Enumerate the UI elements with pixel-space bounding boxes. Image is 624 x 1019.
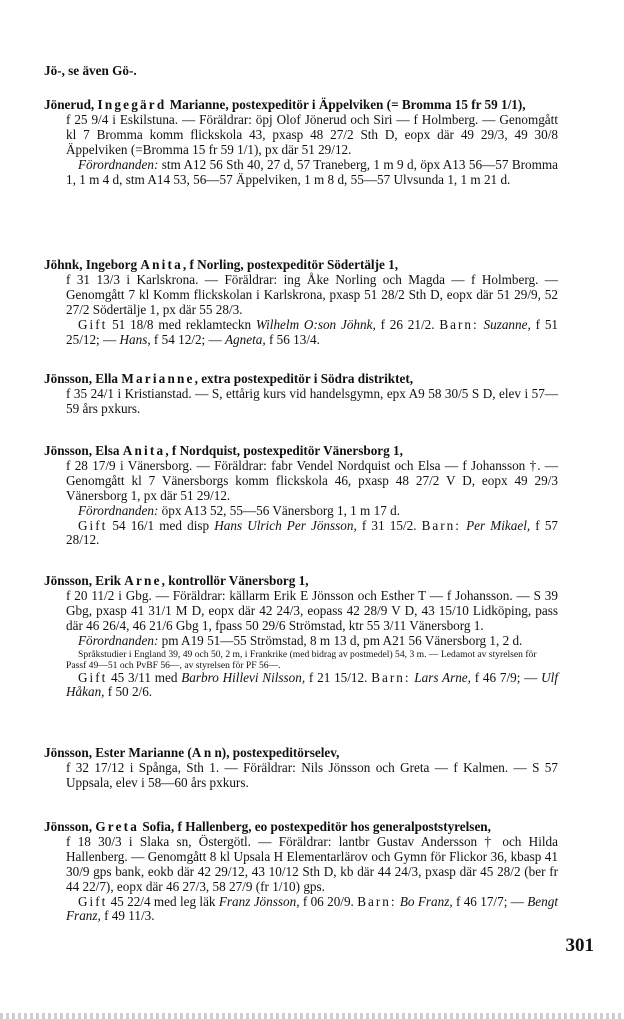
entry-note: Språkstudier i England 39, 49 och 50, 2 m, i Frankrike (med bidrag av postmedel) 54, 3 m. — Ledamot av styrelsen för Passf 49—51 och PvBF 56—, av styrelsen för PF 56—. [66, 648, 537, 671]
entry-body: f 25 9/4 i Eskilstuna. — Föräldrar: öpj Olof Jönerud och Siri — f Holmberg. — Genomgått kl 7 Bromma komm flickskola 43, pxasp 48 27/2 Sth D, eopx där 49 29/3, 49 30/8 Äppelviken (=Bromma 15 fr 59 1/1), px där 51 29/12. [66, 111, 558, 157]
entry-body: f 20 11/2 i Gbg. — Föräldrar: källarm Erik E Jönsson och Esther T — f Johansson. — S 39 Gbg, pxasp 41 31/1 M D, eopx där 42 24/3, eopass 42 28/9 V D, 43 15/10 Lidköping, pass där 46 26/4, 46 21/6 Gbg 1, fpass 50 29/6 Strömstad, ktr 55 3/11 Vänersborg 1. [66, 587, 558, 633]
entry-gift: Gift 45 3/11 med Barbro Hillevi Nilsson, f 21 15/12. Barn: Lars Arne, f 46 7/9; — Ulf Håkan, f 50 2/6. [66, 669, 558, 700]
page-number: 301 [565, 935, 594, 956]
entry-jonsson-ella [44, 372, 558, 417]
entry-gift: Gift 51 18/8 med reklamteckn Wilhelm O:son Jöhnk, f 26 21/2. Barn: Suzanne, f 51 25/12; — Hans, f 54 12/2; — Agneta, f 56 13/4. [66, 316, 559, 347]
entry-body: f 32 17/12 i Spånga, Sth 1. — Föräldrar: Nils Jönsson och Greta — f Kalmen. — S 57 Uppsala, elev i 58—60 års pxkurs. [66, 759, 558, 790]
entry-jonsson-elsa [44, 444, 558, 548]
entry-gift: Gift 54 16/1 med disp Hans Ulrich Per Jönsson, f 31 15/2. Barn: Per Mikael, f 57 28/12. [66, 517, 559, 548]
entry-body: f 31 13/3 i Karlskrona. — Föräldrar: ing Åke Norling och Magda — f Holmberg. — Genomgått 7 kl Komm flickskolan i Karlskrona, pxasp 51 28/2 Sth D, eopx där 51 29/9, 52 27/2 Södertälje 1, px där 55 28/3. [66, 271, 558, 317]
entry-jonerud [44, 98, 558, 187]
entry-title: Jönsson, Ester Marianne (A n n), postexpeditörselev, [44, 745, 340, 760]
page-bottom-edge [0, 1013, 624, 1019]
section-header: Jö-, se även Gö-. [44, 63, 137, 78]
entry-forordnanden: Förordnanden: öpx A13 52, 55—56 Vänersborg 1, 1 m 17 d. [78, 502, 400, 518]
entry-forordnanden: Förordnanden: stm A12 56 Sth 40, 27 d, 57 Traneberg, 1 m 9 d, öpx A13 56—57 Bromma 1, 1 m 4 d, stm A14 53, 56—57 Äppelviken, 1 m 8 d, 55—57 Ulvsunda 1, 1 m 21 d. [66, 156, 558, 187]
entry-body: f 35 24/1 i Kristianstad. — S, ettårig kurs vid handelsgymn, epx A9 58 30/5 S D, elev i 57—59 års pxkurs. [66, 385, 558, 416]
entry-jonsson-erik [44, 574, 558, 700]
entry-body: f 18 30/3 i Slaka sn, Östergötl. — Föräldrar: lantbr Gustav Andersson † och Hilda Hallenberg. — Genomgått 8 kl Upsala H Elementarlärov och Gymn för Flickor 36, kbasp 41 30/9 gps bank, eokb där 42 29/12, 43 10/12 Sth D, kb där 44 24/3, pxasp där 45 28/2 (ber fr 44 22/7), eopx där 46 27/3, 58 27/9 (fr 1/10) gps. [66, 833, 558, 894]
entry-body: f 28 17/9 i Vänersborg. — Föräldrar: fabr Vendel Nordquist och Elsa — f Johansson †. — Genomgått kl 7 Vänersborgs komm flickskola 46, pxasp 48 27/2 V D, eopx 49 29/3 Vänersborg 1, px där 51 29/12. [66, 457, 558, 503]
entry-johnk [44, 258, 558, 347]
entry-forordnanden: Förordnanden: pm A19 51—55 Strömstad, 8 m 13 d, pm A21 56 Vänersborg 1, 2 d. [78, 632, 523, 648]
entry-title: Jönsson, Ella Marianne, extra postexpeditör i Södra distriktet, [44, 371, 414, 386]
entry-title: Jönerud, Ingegärd Marianne, postexpeditör i Äppelviken (= Bromma 15 fr 59 1/1), [44, 97, 526, 112]
entry-title: Jönsson, Elsa Anita, f Nordquist, postexpeditör Vänersborg 1, [44, 443, 403, 458]
entry-title: Jöhnk, Ingeborg Anita, f Norling, postexpeditör Södertälje 1, [44, 257, 399, 272]
entry-gift: Gift 45 22/4 med leg läk Franz Jönsson, f 06 20/9. Barn: Bo Franz, f 46 17/7; — Bengt Franz, f 49 11/3. [66, 893, 558, 924]
entry-jonsson-ester [44, 746, 558, 791]
entry-title: Jönsson, Erik Arne, kontrollör Vänersborg 1, [44, 573, 309, 588]
entry-title: Jönsson, Greta Sofia, f Hallenberg, eo postexpeditör hos generalpoststyrelsen, [44, 819, 491, 834]
entry-jonsson-greta [44, 820, 558, 924]
